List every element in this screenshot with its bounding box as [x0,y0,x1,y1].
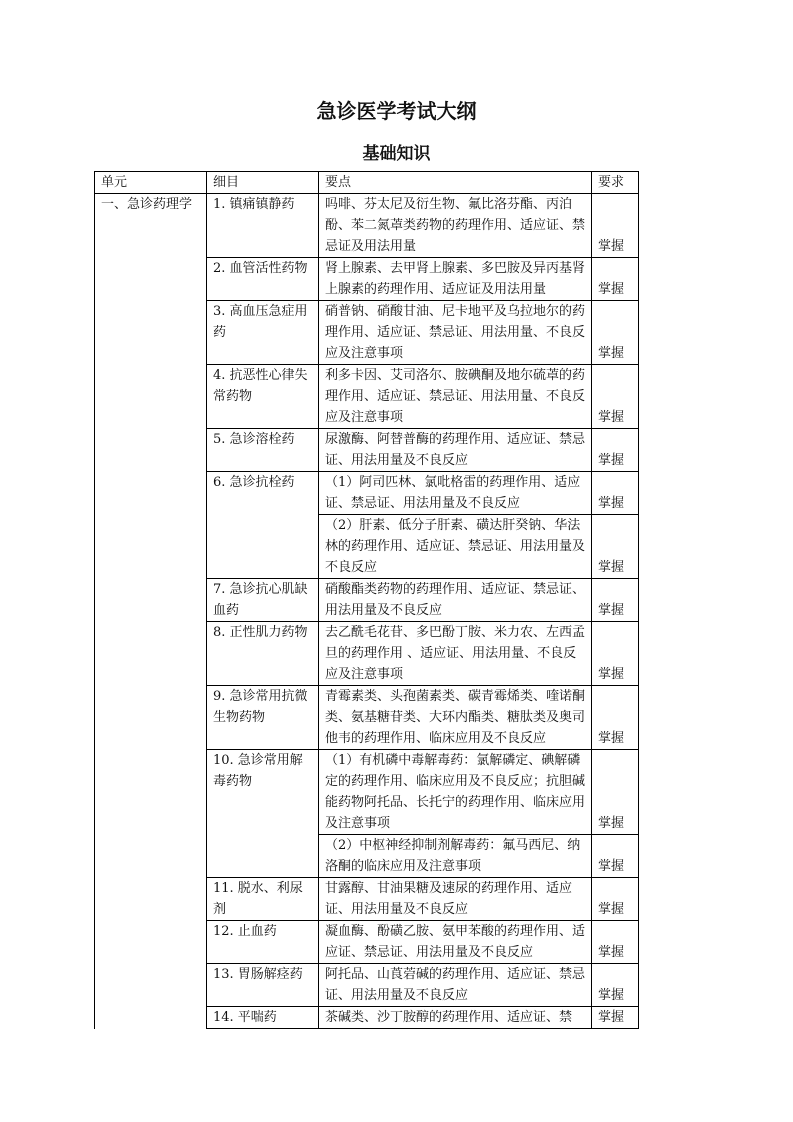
requirement-cell: 掌握 [592,258,639,301]
item-cell: 2. 血管活性药物 [207,258,319,301]
requirement-cell: 掌握 [592,750,639,835]
header-unit: 单元 [95,172,207,194]
item-cell: 6. 急诊抗栓药 [207,472,319,579]
header-requirement: 要求 [592,172,639,194]
points-cell: 吗啡、芬太尼及衍生物、氟比洛芬酯、丙泊酚、苯二氮䓬类药物的药理作用、适应证、禁忌证及用法用量 [319,194,592,258]
requirement-cell: 掌握 [592,622,639,686]
requirement-cell: 掌握 [592,429,639,472]
unit-cell: 一、急诊药理学 [95,194,207,1029]
requirement-cell: 掌握 [592,878,639,921]
item-cell: 3. 高血压急症用药 [207,301,319,365]
syllabus-table [94,171,639,1029]
requirement-cell: 掌握 [592,1007,639,1029]
points-cell: 阿托品、山莨菪碱的药理作用、适应证、禁忌证、用法用量及不良反应 [319,964,592,1007]
requirement-cell: 掌握 [592,579,639,622]
requirement-cell: 掌握 [592,194,639,258]
header-item: 细目 [207,172,319,194]
points-cell: 硝普钠、硝酸甘油、尼卡地平及乌拉地尔的药理作用、适应证、禁忌证、用法用量、不良反应及注意事项 [319,301,592,365]
points-cell: 青霉素类、头孢菌素类、碳青霉烯类、喹诺酮类、氨基糖苷类、大环内酯类、糖肽类及奥司他韦的药理作用、临床应用及不良反应 [319,686,592,750]
item-cell: 14. 平喘药 [207,1007,319,1029]
points-cell: 硝酸酯类药物的药理作用、适应证、禁忌证、用法用量及不良反应 [319,579,592,622]
item-cell: 11. 脱水、利尿剂 [207,878,319,921]
item-cell: 1. 镇痛镇静药 [207,194,319,258]
points-cell: （1）阿司匹林、氯吡格雷的药理作用、适应证、禁忌证、用法用量及不良反应 [319,472,592,515]
points-cell: 利多卡因、艾司洛尔、胺碘酮及地尔硫䓬的药理作用、适应证、禁忌证、用法用量、不良反应及注意事项 [319,365,592,429]
item-cell: 9. 急诊常用抗微生物药物 [207,686,319,750]
section-title: 基础知识 [362,144,431,164]
item-cell: 5. 急诊溶栓药 [207,429,319,472]
points-cell: 茶碱类、沙丁胺醇的药理作用、适应证、禁 [319,1007,592,1029]
points-cell: 凝血酶、酚磺乙胺、氨甲苯酸的药理作用、适应证、禁忌证、用法用量及不良反应 [319,921,592,964]
requirement-cell: 掌握 [592,921,639,964]
points-cell: 肾上腺素、去甲肾上腺素、多巴胺及异丙基肾上腺素的药理作用、适应证及用法用量 [319,258,592,301]
table-header-row [95,172,639,194]
requirement-cell: 掌握 [592,515,639,579]
item-cell: 13. 胃肠解痉药 [207,964,319,1007]
requirement-cell: 掌握 [592,365,639,429]
requirement-cell: 掌握 [592,686,639,750]
item-cell: 7. 急诊抗心肌缺血药 [207,579,319,622]
points-cell: （2）肝素、低分子肝素、磺达肝癸钠、华法林的药理作用、适应证、禁忌证、用法用量及不良反应 [319,515,592,579]
requirement-cell: 掌握 [592,835,639,878]
points-cell: （2）中枢神经抑制剂解毒药：氟马西尼、纳洛酮的临床应用及注意事项 [319,835,592,878]
points-cell: 尿激酶、阿替普酶的药理作用、适应证、禁忌证、用法用量及不良反应 [319,429,592,472]
points-cell: 甘露醇、甘油果糖及速尿的药理作用、适应证、用法用量及不良反应 [319,878,592,921]
item-cell: 12. 止血药 [207,921,319,964]
requirement-cell: 掌握 [592,472,639,515]
requirement-cell: 掌握 [592,301,639,365]
table-row [95,194,639,258]
document-title: 急诊医学考试大纲 [316,99,477,123]
requirement-cell: 掌握 [592,964,639,1007]
points-cell: （1）有机磷中毒解毒药：氯解磷定、碘解磷定的药理作用、临床应用及不良反应；抗胆碱能药物阿托品、长托宁的药理作用、临床应用及注意事项 [319,750,592,835]
item-cell: 4. 抗恶性心律失常药物 [207,365,319,429]
points-cell: 去乙酰毛花苷、多巴酚丁胺、米力农、左西孟旦的药理作用 、适应证、用法用量、不良反应及注意事项 [319,622,592,686]
header-points: 要点 [319,172,592,194]
item-cell: 8. 正性肌力药物 [207,622,319,686]
item-cell: 10. 急诊常用解毒药物 [207,750,319,878]
